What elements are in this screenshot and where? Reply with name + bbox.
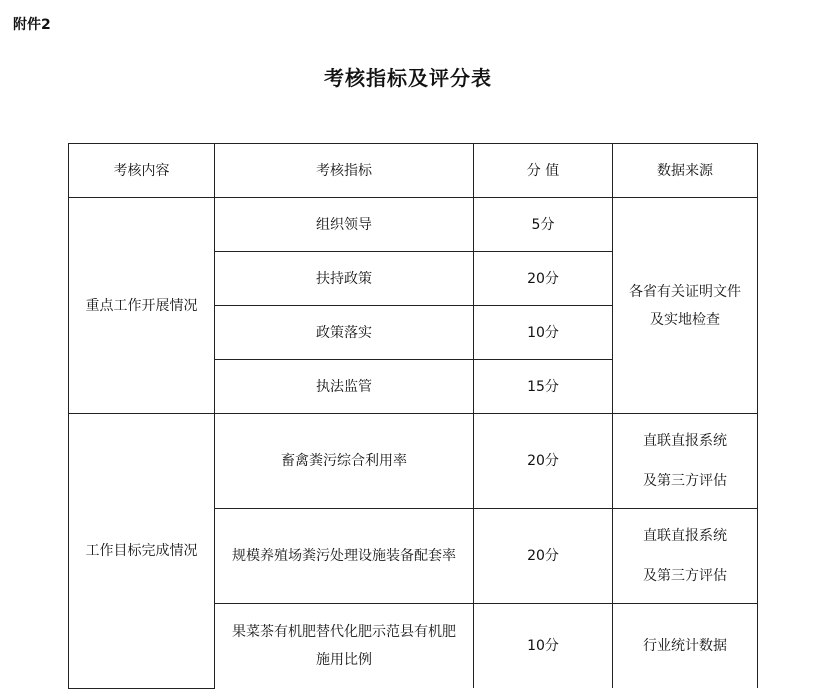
source-line: 各省有关证明文件 [629,283,741,300]
scoring-table [68,143,758,689]
source-cell: 行业统计数据 [613,604,758,689]
header-content: 考核内容 [69,144,215,198]
source-line: 及第三方评估 [643,568,727,584]
source-line: 及第三方评估 [643,473,727,489]
header-score: 分 值 [474,144,613,198]
header-indicator: 考核指标 [215,144,474,198]
score-cell: 10分 [474,604,613,689]
indicator-cell [215,604,474,689]
indicator-cell: 组织领导 [215,198,474,252]
indicator-cell: 政策落实 [215,306,474,360]
attachment-label: 附件2 [13,17,51,33]
source-line: 及实地检查 [650,311,720,328]
table-row [69,198,758,252]
table-header-row [69,144,758,198]
score-cell: 20分 [474,414,613,509]
source-line: 直联直报系统 [643,433,727,449]
section-content: 工作目标完成情况 [69,414,215,689]
page-title: 考核指标及评分表 [324,66,492,90]
score-cell: 15分 [474,360,613,414]
score-cell: 20分 [474,509,613,604]
indicator-line: 果菜茶有机肥替代化肥示范县有机肥 [232,624,456,640]
indicator-line: 施用比例 [316,652,372,668]
score-cell: 5分 [474,198,613,252]
source-cell [613,198,758,414]
section-content: 重点工作开展情况 [69,198,215,414]
indicator-cell: 畜禽粪污综合利用率 [215,414,474,509]
score-cell: 20分 [474,252,613,306]
indicator-cell: 执法监管 [215,360,474,414]
source-line: 直联直报系统 [643,528,727,544]
table-row [69,414,758,509]
indicator-cell: 扶持政策 [215,252,474,306]
indicator-cell: 规模养殖场粪污处理设施装备配套率 [215,509,474,604]
source-cell [613,414,758,509]
score-cell: 10分 [474,306,613,360]
source-cell [613,509,758,604]
header-source: 数据来源 [613,144,758,198]
